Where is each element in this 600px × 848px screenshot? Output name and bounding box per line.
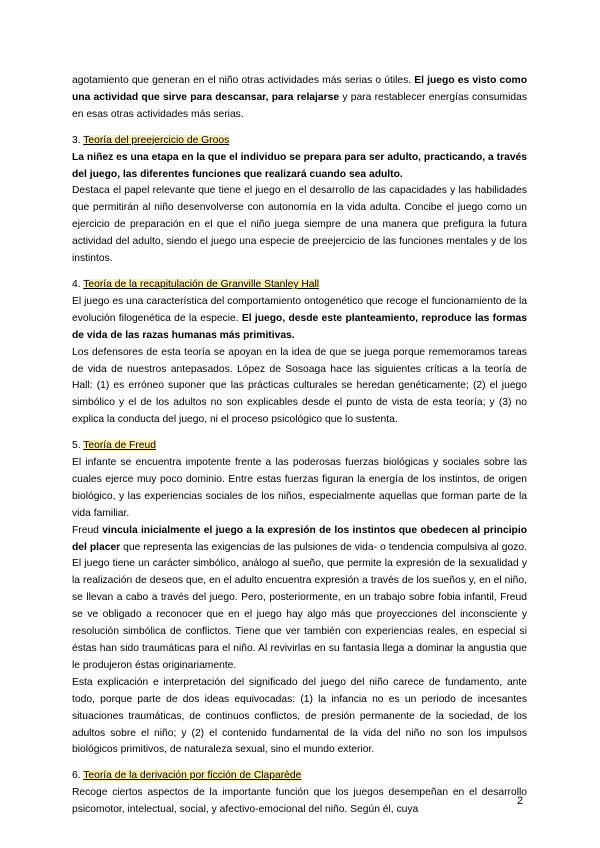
section-4-heading: [72, 277, 527, 294]
section-4-paragraph-2: Los defensores de esta teoría se apoyan en la idea de que se juega porque rememoramos tareas de vida de nuestros antepasados. López de Sosoaga hace las siguientes críticas a la teoría de Hall: (1) es erróneo suponer que las prácticas culturales se heredan genéticamente; (2) el juego simbólico y el de los adultos no son explicables desde el punto de vista de esta teoría; y (3) no explica la conducta del juego, ni el proceso psicológico que lo sustenta.: [72, 346, 527, 426]
section-5-bold: vincula inicialmente el juego a la expresión de los instintos que obedecen al principio del placer: [72, 524, 528, 553]
section-4-title: Teoría de la recapitulación de Granville Stanley Hall: [83, 278, 320, 290]
section-3-bold-statement: [72, 150, 527, 184]
section-5-text-start: Freud: [72, 524, 103, 536]
section-4-paragraph-1: [72, 294, 527, 345]
section-3-title: Teoría del preejercicio de Groos: [83, 134, 230, 146]
section-3-bold-text: La niñez es una etapa en la que el individuo se prepara para ser adulto, practicando, a través del juego, las diferentes funciones que realizará cuando sea adulto.: [72, 151, 527, 180]
intro-text: agotamiento que generan en el niño otras actividades más serias o útiles.: [72, 75, 415, 86]
section-4-text: El juego es una característica del comportamiento ontogenético que recoge el funcionamiento de la evolución filogenética de la especie.: [72, 295, 527, 324]
section-6-heading: [72, 768, 527, 785]
section-5-text-end: que representa las exigencias de las pulsiones de vida- o tendencia compulsiva al gozo. El juego tiene un carácter simbólico, análogo al sueño, que permite la expresión de la sexualidad y la realización de deseos que, en el adulto encuentra expresión a través de los sueños y, en el niño, se llevan a cabo a través del juego. Pero, posteriormente, en un trabajo sobre fobia infantil, Freud se ve obligado a reconocer que en el juego hay algo más que proyecciones del inconsciente y resolución simbólica de conflictos. Tiene que ver también con experiencias reales, en especial si éstas han sido traumáticas para el niño. Al revivirlas en su fantasía llega a dominar la angustia que le produjeron éstas originariamente.: [72, 541, 527, 671]
intro-text-end: y para restablecer energías consumidas en esas otras actividades más serias.: [72, 91, 528, 120]
intro-bold: El juego es visto como una actividad que sirve para descansar, para relajarse: [72, 75, 527, 103]
section-6-number: 6.: [72, 770, 84, 782]
section-3-number: 3.: [72, 134, 84, 146]
document-page: [72, 73, 527, 819]
section-5-paragraph-3: Esta explicación e interpretación del significado del juego del niño carece de fundamento, ante todo, porque parte de dos ideas equivocadas: (1) la infancia no es un periodo de incesantes situaciones traumáticas, de continuos conflictos, de presión permanente de la sociedad, de los adultos sobre el niño; y (2) el contenido fundamental de la vida del niño no son los impulsos biológicos primitivos, de naturaleza sexual, sino el mundo exterior.: [72, 676, 527, 756]
section-5-paragraph-1: El infante se encuentra impotente frente a las poderosas fuerzas biológicas y sociales sobre las cuales ejerce muy poco dominio. Entre estas fuerzas figuran la energía de los instintos, de origen biológico, y las experiencias sociales de los niños, especialmente aquellas que forman parte de la vida familiar.: [72, 457, 527, 519]
section-6-title: Teoría de la derivación por ficción de Claparède: [83, 770, 302, 782]
section-5-paragraph-2: [72, 523, 527, 675]
section-6-paragraph: Recoge ciertos aspectos de la importante función que los juegos desempeñan en el desarrollo psicomotor, intelectual, social, y afectivo-emocional del niño. Según él, cuya: [72, 787, 527, 816]
section-3-paragraph: Destaca el papel relevante que tiene el juego en el desarrollo de las capacidades y las habilidades que permitirán al niño desenvolverse con autonomía en la vida adulta. Concibe el juego como un ejercicio de preparación en el que el niño juega siempre de una manera que prefigura la futura actividad del adulto, siendo el juego una especie de preejercicio de las funciones mentales y de los instintos.: [72, 185, 527, 265]
section-5-number: 5.: [72, 440, 84, 452]
section-4-number: 4.: [72, 278, 84, 290]
section-3-heading: [72, 133, 527, 150]
intro-paragraph: [72, 73, 527, 124]
section-5-heading: [72, 438, 527, 455]
section-5-title: Teoría de Freud: [83, 440, 156, 452]
section-4-bold: El juego, desde este planteamiento, reproduce las formas de vida de las razas humanas más primitivas.: [72, 312, 527, 341]
page-number: 2: [517, 795, 524, 807]
